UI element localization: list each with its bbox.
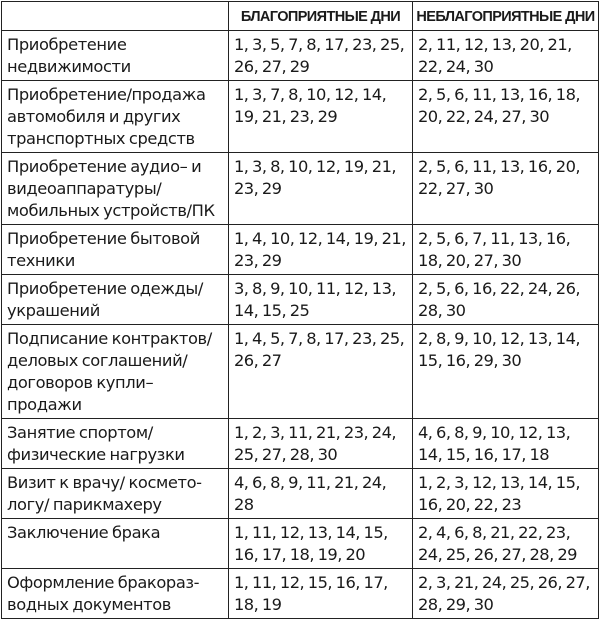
unfavorable-cell: 1, 2, 3, 12, 13, 14, 15, 16, 20, 22, 23 xyxy=(413,469,599,519)
table-row xyxy=(2,81,599,153)
header-row xyxy=(2,2,599,31)
favorable-cell: 1, 4, 10, 12, 14, 19, 21, 23, 29 xyxy=(229,225,413,275)
favorable-days-table xyxy=(1,1,599,619)
activity-cell: Подписание контрактов/ деловых соглашений/ договоров купли–продажи xyxy=(2,325,229,419)
unfavorable-cell: 2, 3, 21, 24, 25, 26, 27, 28, 29, 30 xyxy=(413,569,599,619)
table-row xyxy=(2,469,599,519)
favorable-cell: 1, 11, 12, 15, 16, 17, 18, 19 xyxy=(229,569,413,619)
activity-cell: Оформление бракораз-водных документов xyxy=(2,569,229,619)
table-row xyxy=(2,31,599,81)
activity-cell: Приобретение недвижимости xyxy=(2,31,229,81)
favorable-cell: 1, 3, 5, 7, 8, 17, 23, 25, 26, 27, 29 xyxy=(229,31,413,81)
favorable-cell: 3, 8, 9, 10, 11, 12, 13, 14, 15, 25 xyxy=(229,275,413,325)
favorable-cell: 1, 11, 12, 13, 14, 15, 16, 17, 18, 19, 20 xyxy=(229,519,413,569)
table-row xyxy=(2,325,599,419)
activity-cell: Заключение брака xyxy=(2,519,229,569)
favorable-cell: 1, 2, 3, 11, 21, 23, 24, 25, 27, 28, 30 xyxy=(229,419,413,469)
unfavorable-cell: 2, 5, 6, 11, 13, 16, 20, 22, 27, 30 xyxy=(413,153,599,225)
favorable-cell: 4, 6, 8, 9, 11, 21, 24, 28 xyxy=(229,469,413,519)
unfavorable-cell: 2, 5, 6, 11, 13, 16, 18, 20, 22, 24, 27, 30 xyxy=(413,81,599,153)
table-row xyxy=(2,519,599,569)
table-row xyxy=(2,153,599,225)
unfavorable-cell: 2, 5, 6, 7, 11, 13, 16, 18, 20, 27, 30 xyxy=(413,225,599,275)
header-unfavorable-days: НЕБЛАГОПРИЯТНЫЕ ДНИ xyxy=(413,2,599,31)
activity-cell: Приобретение бытовой техники xyxy=(2,225,229,275)
unfavorable-cell: 4, 6, 8, 9, 10, 12, 13, 14, 15, 16, 17, 18 xyxy=(413,419,599,469)
header-activity xyxy=(2,2,229,31)
favorable-cell: 1, 4, 5, 7, 8, 17, 23, 25, 26, 27 xyxy=(229,325,413,419)
unfavorable-cell: 2, 5, 6, 16, 22, 24, 26, 28, 30 xyxy=(413,275,599,325)
favorable-cell: 1, 3, 8, 10, 12, 19, 21, 23, 29 xyxy=(229,153,413,225)
activity-cell: Занятие спортом/ физические нагрузки xyxy=(2,419,229,469)
activity-cell: Приобретение аудио– и видеоаппаратуры/ мобильных устройств/ПК xyxy=(2,153,229,225)
unfavorable-cell: 2, 4, 6, 8, 21, 22, 23, 24, 25, 26, 27, 28, 29 xyxy=(413,519,599,569)
activity-cell: Визит к врачу/ космето-логу/ парикмахеру xyxy=(2,469,229,519)
unfavorable-cell: 2, 8, 9, 10, 12, 13, 14, 15, 16, 29, 30 xyxy=(413,325,599,419)
activity-cell: Приобретение одежды/ украшений xyxy=(2,275,229,325)
header-favorable-days: БЛАГОПРИЯТНЫЕ ДНИ xyxy=(229,2,413,31)
table-row xyxy=(2,275,599,325)
favorable-cell: 1, 3, 7, 8, 10, 12, 14, 19, 21, 23, 29 xyxy=(229,81,413,153)
unfavorable-cell: 2, 11, 12, 13, 20, 21, 22, 24, 30 xyxy=(413,31,599,81)
table-row xyxy=(2,225,599,275)
table-row xyxy=(2,569,599,619)
table-row xyxy=(2,419,599,469)
activity-cell: Приобретение/продажа автомобиля и других транспортных средств xyxy=(2,81,229,153)
